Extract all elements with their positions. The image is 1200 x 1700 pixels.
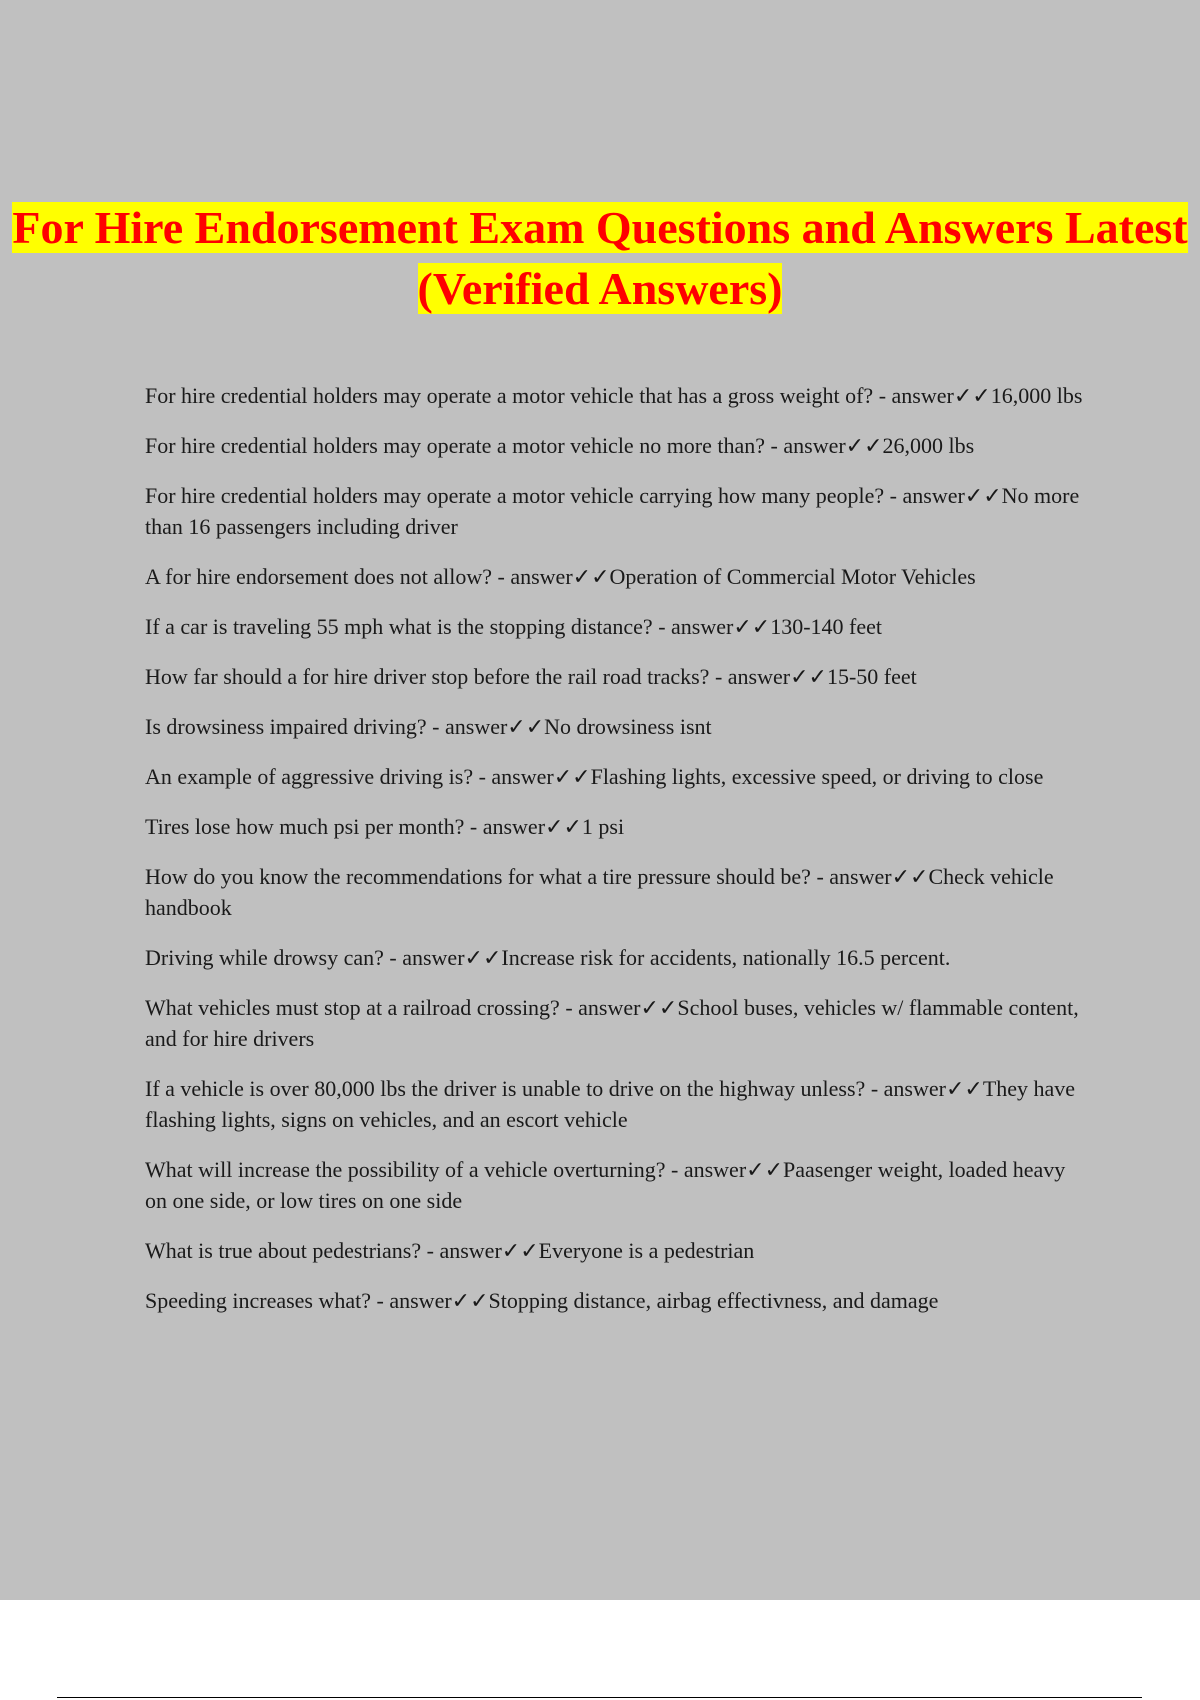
answer-text: 26,000 lbs: [882, 433, 975, 458]
answer-text: School buses, vehicles w/ flammable content, and for hire drivers: [145, 995, 1079, 1051]
question-text: Driving while drowsy can?: [145, 945, 384, 970]
question-text: For hire credential holders may operate a motor vehicle that has a gross weight of?: [145, 383, 874, 408]
answer-text: Flashing lights, excessive speed, or driving to close: [590, 764, 1044, 789]
answer-separator: - answer✓✓: [873, 383, 991, 408]
answer-text: 16,000 lbs: [990, 383, 1083, 408]
answer-separator: - answer✓✓: [559, 995, 678, 1020]
answer-separator: - answer✓✓: [884, 483, 1002, 508]
answer-separator: - answer✓✓: [709, 664, 827, 689]
qa-item: [145, 761, 1090, 792]
answer-separator: - answer✓✓: [426, 714, 545, 739]
qa-item: [145, 1154, 1090, 1216]
answer-separator: - answer✓✓: [421, 1238, 539, 1263]
qa-item: [145, 1073, 1090, 1135]
page-title: [0, 197, 1200, 319]
answer-separator: - answer✓✓: [865, 1076, 983, 1101]
answer-text: 15-50 feet: [826, 664, 917, 689]
qa-item: [145, 942, 1090, 973]
answer-separator: - answer✓✓: [464, 814, 582, 839]
question-text: Speeding increases what?: [145, 1288, 372, 1313]
answer-separator: - answer✓✓: [765, 433, 883, 458]
question-text: Tires lose how much psi per month?: [145, 814, 465, 839]
answer-separator: - answer✓✓: [665, 1157, 784, 1182]
question-text: If a vehicle is over 80,000 lbs the driver is unable to drive on the highway unless?: [145, 1076, 866, 1101]
qa-item: [145, 811, 1090, 842]
question-text: An example of aggressive driving is?: [145, 764, 474, 789]
question-text: For hire credential holders may operate a motor vehicle carrying how many people?: [145, 483, 885, 508]
qa-list: [145, 380, 1090, 1335]
answer-text: 130-140 feet: [770, 614, 882, 639]
question-text: Is drowsiness impaired driving?: [145, 714, 427, 739]
answer-separator: - answer✓✓: [810, 864, 929, 889]
qa-item: [145, 611, 1090, 642]
question-text: If a car is traveling 55 mph what is the stopping distance?: [145, 614, 653, 639]
answer-text: Everyone is a pedestrian: [538, 1238, 755, 1263]
qa-item: [145, 711, 1090, 742]
answer-text: Increase risk for accidents, nationally 16.5 percent.: [501, 945, 951, 970]
answer-text: Stopping distance, airbag effectivness, and damage: [488, 1288, 939, 1313]
qa-item: [145, 861, 1090, 923]
question-text: A for hire endorsement does not allow?: [145, 564, 493, 589]
answer-text: Paasenger weight, loaded heavy on one side, or low tires on one side: [145, 1157, 1066, 1213]
question-text: For hire credential holders may operate a motor vehicle no more than?: [145, 433, 766, 458]
qa-item: [145, 480, 1090, 542]
answer-separator: - answer✓✓: [473, 764, 591, 789]
answer-text: They have flashing lights, signs on vehicles, and an escort vehicle: [145, 1076, 1076, 1132]
qa-item: [145, 1285, 1090, 1316]
qa-item: [145, 561, 1090, 592]
answer-text: No drowsiness isnt: [544, 714, 712, 739]
qa-item: [145, 992, 1090, 1054]
answer-text: Check vehicle handbook: [145, 864, 1054, 920]
answer-separator: - answer✓✓: [492, 564, 610, 589]
answer-separator: - answer✓✓: [652, 614, 771, 639]
title-highlight: For Hire Endorsement Exam Questions and Answers Latest (Verified Answers): [12, 201, 1188, 314]
footer-divider: [57, 1697, 1142, 1698]
answer-text: No more than 16 passengers including driver: [145, 483, 1080, 539]
qa-item: [145, 1235, 1090, 1266]
question-text: How far should a for hire driver stop before the rail road tracks?: [145, 664, 710, 689]
question-text: What vehicles must stop at a railroad crossing?: [145, 995, 560, 1020]
qa-item: [145, 380, 1090, 411]
qa-item: [145, 661, 1090, 692]
qa-item: [145, 430, 1090, 461]
answer-separator: - answer✓✓: [371, 1288, 489, 1313]
question-text: How do you know the recommendations for what a tire pressure should be?: [145, 864, 811, 889]
answer-text: Operation of Commercial Motor Vehicles: [609, 564, 976, 589]
answer-separator: - answer✓✓: [383, 945, 502, 970]
answer-text: 1 psi: [581, 814, 625, 839]
question-text: What will increase the possibility of a vehicle overturning?: [145, 1157, 666, 1182]
question-text: What is true about pedestrians?: [145, 1238, 422, 1263]
